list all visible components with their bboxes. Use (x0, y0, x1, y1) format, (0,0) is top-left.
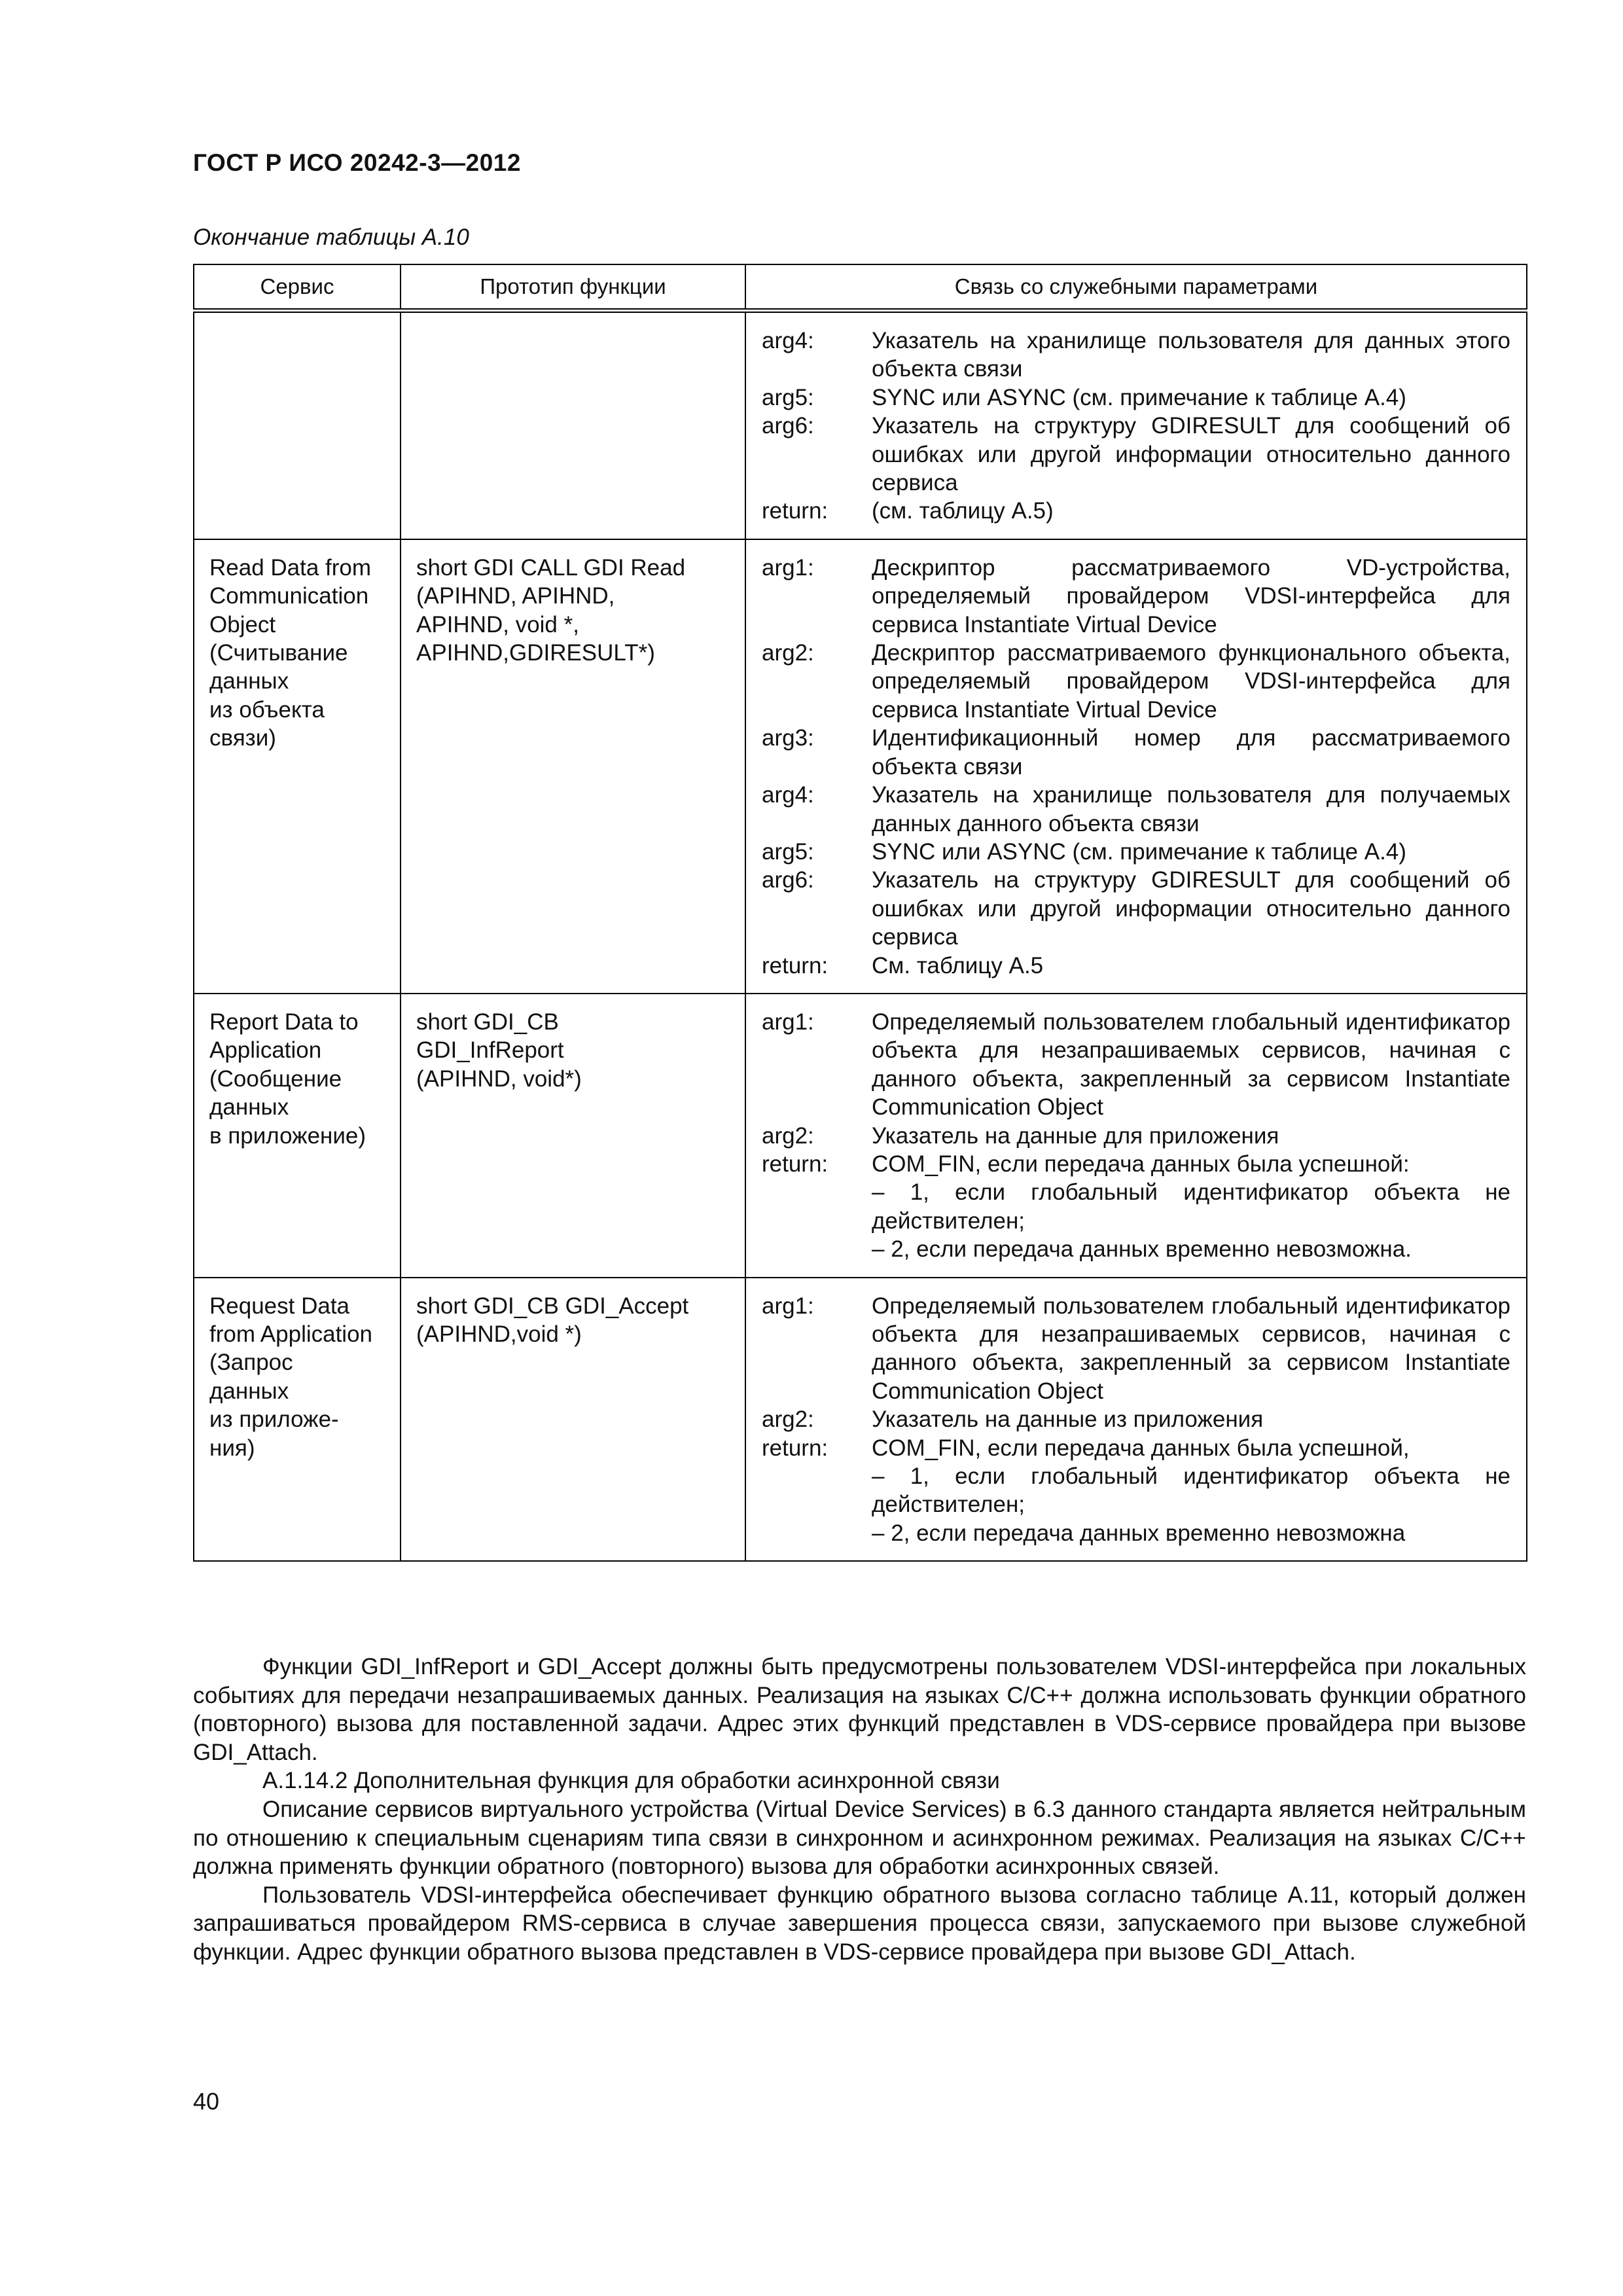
body-text (193, 1653, 1526, 1967)
param-description: Идентификационный номер для рассматриваемого объекта связи (872, 725, 1510, 780)
prototype-cell: short GDI_CB GDI_InfReport (APIHND, void*) (401, 994, 745, 1278)
page-number: 40 (193, 2088, 220, 2115)
document-header: ГОСТ Р ИСО 20242-3—2012 (193, 149, 521, 176)
service-cell (194, 311, 401, 539)
paragraph: Функции GDI_InfReport и GDI_Accept должны быть предусмотрены пользователем VDSI-интерфейса при локальных событиях для передачи незапрашиваемых данных. Реализация на языках С/С++ должна использовать функции обратного (повторного) вызова для поставленной задачи. Адрес этих функций представлен в VDS-сервисе провайдера при вызове GDI_Attach. (193, 1654, 1526, 1765)
param-entry (762, 412, 1510, 497)
param-name: arg1: (762, 1009, 814, 1035)
param-name: arg6: (762, 413, 814, 439)
param-description: (см. таблицу А.5) (872, 498, 1054, 524)
param-name: arg2: (762, 1122, 814, 1149)
param-description: COM_FIN, если передача данных была успешной: – 1, если глобальный идентификатор объекта не действителен; – 2, если передача данных временно невозможна. (872, 1151, 1510, 1263)
param-entry (762, 1434, 1510, 1548)
prototype-cell: short GDI CALL GDI Read (APIHND, APIHND, APIHND, void *, APIHND,GDIRESULT*) (401, 539, 745, 994)
param-name: return: (762, 1151, 829, 1177)
param-entry (762, 639, 1510, 724)
param-entry (762, 497, 1510, 525)
services-table (193, 264, 1527, 1562)
param-entry (762, 724, 1510, 781)
param-entry (762, 1150, 1510, 1264)
param-name: return: (762, 952, 829, 978)
param-description: См. таблицу А.5 (872, 952, 1044, 978)
param-entry (762, 838, 1510, 866)
column-header-service: Сервис (194, 264, 401, 311)
params-cell (745, 311, 1527, 539)
prototype-cell: short GDI_CB GDI_Accept (APIHND,void *) (401, 1278, 745, 1562)
param-entry (762, 781, 1510, 838)
param-description: Указатель на данные для приложения (872, 1122, 1279, 1149)
param-entry (762, 1008, 1510, 1122)
prototype-cell (401, 311, 745, 539)
param-entry (762, 952, 1510, 980)
param-name: arg3: (762, 725, 814, 751)
paragraph: Пользователь VDSI-интерфейса обеспечивает функцию обратного вызова согласно таблице А.11, который должен запрашиваться провайдером RMS-сервиса в случае завершения процесса связи, запускаемого при вызове служебной функции. Адрес функции обратного вызова представлен в VDS-сервисе провайдера при вызове GDI_Attach. (193, 1882, 1526, 1965)
param-description: Определяемый пользователем глобальный идентификатор объекта для незапрашиваемых сервисов, начиная с данного объекта, закрепленный за сервисом Instantiate Communication Object (872, 1293, 1510, 1404)
param-description: Указатель на данные из приложения (872, 1407, 1264, 1433)
param-name: arg1: (762, 554, 814, 581)
param-name: arg4: (762, 328, 814, 353)
param-name: arg5: (762, 838, 814, 865)
param-entry (762, 1292, 1510, 1406)
param-description: Указатель на хранилище пользователя для данных этого объекта связи (872, 328, 1510, 382)
param-name: arg6: (762, 867, 814, 893)
param-description: Дескриптор рассматриваемого VD-устройства, определяемый провайдером VDSI-интерфейса для сервиса Instantiate Virtual Device (872, 554, 1510, 637)
section-heading: А.1.14.2 Дополнительная функция для обработки асинхронной связи (262, 1768, 1000, 1794)
params-cell (745, 539, 1527, 994)
param-description: Указатель на хранилище пользователя для получаемых данных данного объекта связи (872, 782, 1510, 836)
service-cell: Read Data from Communication Object (Считывание данных из объекта связи) (194, 539, 401, 994)
params-cell (745, 994, 1527, 1278)
table-row (194, 994, 1527, 1278)
table-row (194, 1278, 1527, 1562)
table-row (194, 311, 1527, 539)
param-description: SYNC или ASYNC (см. примечание к таблице А.4) (872, 838, 1406, 865)
param-description: Определяемый пользователем глобальный идентификатор объекта для незапрашиваемых сервисов, начиная с данного объекта, закрепленный за сервисом Instantiate Communication Object (872, 1009, 1510, 1121)
param-entry (762, 866, 1510, 951)
column-header-prototype: Прототип функции (401, 264, 745, 311)
param-entry (762, 1405, 1510, 1433)
param-entry (762, 554, 1510, 639)
param-name: arg1: (762, 1293, 814, 1319)
params-cell (745, 1278, 1527, 1562)
param-description: SYNC или ASYNC (см. примечание к таблице А.4) (872, 384, 1406, 410)
table-header-row (194, 264, 1527, 311)
param-entry (762, 1122, 1510, 1150)
param-description: Дескриптор рассматриваемого функционального объекта, определяемый провайдером VDSI-интерфейса для сервиса Instantiate Virtual Device (872, 640, 1510, 723)
column-header-params: Связь со служебными параметрами (745, 264, 1527, 311)
param-name: return: (762, 1435, 829, 1461)
table-body (194, 311, 1527, 1562)
param-description: Указатель на структуру GDIRESULT для сообщений об ошибках или другой информации относительно данного сервиса (872, 867, 1510, 950)
service-cell: Request Data from Application (Запрос данных из приложе- ния) (194, 1278, 401, 1562)
param-name: arg2: (762, 1407, 814, 1433)
param-name: arg4: (762, 782, 814, 808)
table-row (194, 539, 1527, 994)
param-description: COM_FIN, если передача данных была успешной, – 1, если глобальный идентификатор объекта не действителен; – 2, если передача данных временно невозможна (872, 1435, 1510, 1546)
paragraph: Описание сервисов виртуального устройства (Virtual Device Services) в 6.3 данного стандарта является нейтральным по отношению к специальным сценариям типа связи в синхронном и асинхронном режимах. Реализация на языках С/С++ должна применять функции обратного (повторного) вызова для обработки асинхронных связей. (193, 1796, 1526, 1880)
param-entry (762, 327, 1510, 384)
param-name: arg5: (762, 384, 814, 410)
param-entry (762, 384, 1510, 412)
param-name: return: (762, 498, 829, 524)
table-caption: Окончание таблицы А.10 (193, 224, 469, 250)
param-description: Указатель на структуру GDIRESULT для сообщений об ошибках или другой информации относительно данного сервиса (872, 413, 1510, 496)
service-cell: Report Data to Application (Сообщение данных в приложение) (194, 994, 401, 1278)
param-name: arg2: (762, 640, 814, 666)
